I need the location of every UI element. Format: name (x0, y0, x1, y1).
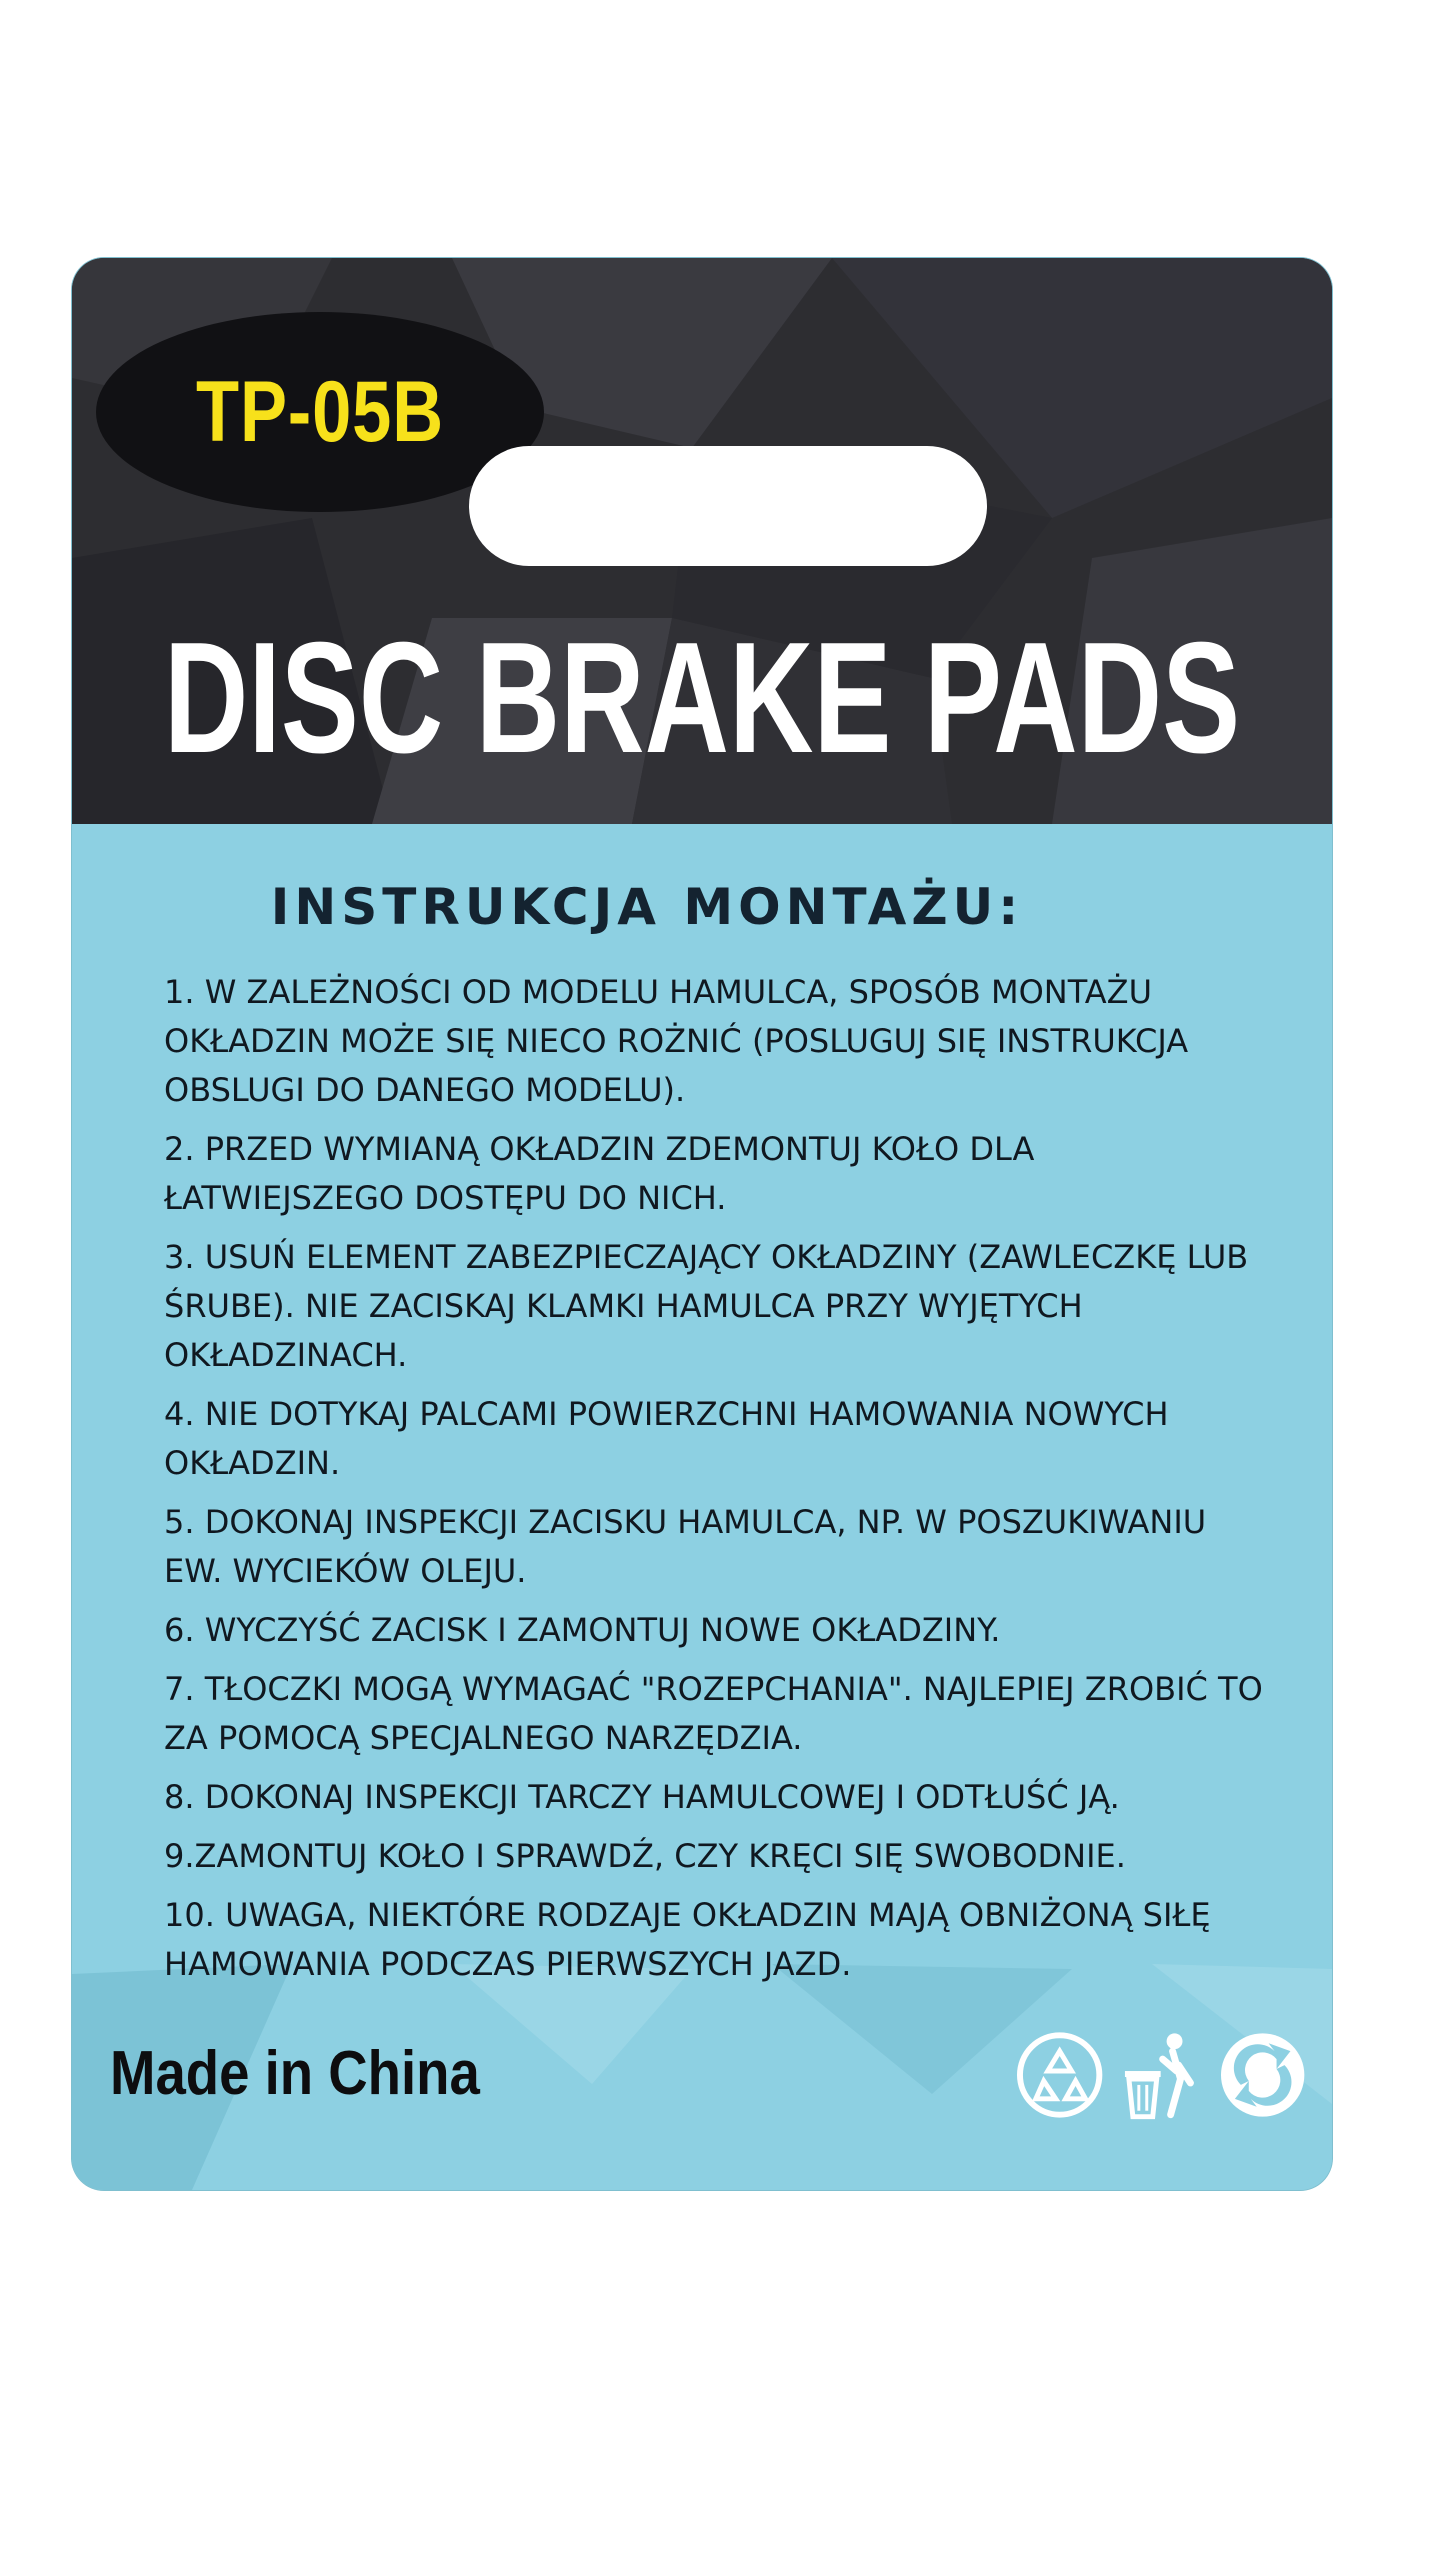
instruction-step: 3. USUŃ ELEMENT ZABEZPIECZAJĄCY OKŁADZINY (ZAWLECZKĘ LUB ŚRUBE). NIE ZACISKAJ KLAMKI HAMULCA PRZY WYJĘTYCH OKŁADZINACH. (164, 1238, 1249, 1374)
instruction-step: 6. WYCZYŚĆ ZACISK I ZAMONTUJ NOWE OKŁADZINY. (164, 1611, 1001, 1649)
card-header-dark (72, 258, 1332, 824)
made-in-label: Made in China (110, 2039, 480, 2108)
instruction-step: 9.ZAMONTUJ KOŁO I SPRAWDŹ, CZY KRĘCI SIĘ SWOBODNIE. (164, 1837, 1126, 1875)
product-title: DISC BRAKE PADS (163, 609, 1241, 786)
instruction-step: 4. NIE DOTYKAJ PALCAMI POWIERZCHNI HAMOWANIA NOWYCH OKŁADZIN. (164, 1395, 1169, 1482)
instruction-step: 5. DOKONAJ INSPEKCJI ZACISKU HAMULCA, NP. W POSZUKIWANIU EW. WYCIEKÓW OLEJU. (164, 1503, 1207, 1590)
green-dot-icon (1219, 2029, 1306, 2121)
instruction-step: 8. DOKONAJ INSPEKCJI TARCZY HAMULCOWEJ I ODTŁUŚĆ JĄ. (164, 1778, 1120, 1816)
blister-card (72, 258, 1332, 2190)
instruction-step: 1. W ZALEŻNOŚCI OD MODELU HAMULCA, SPOSÓB MONTAŻU OKŁADZIN MOŻE SIĘ NIECO ROŻNIĆ (POSLUGUJ SIĘ INSTRUKCJA OBSLUGI DO DANEGO MODELU). (164, 973, 1189, 1109)
model-code: TP-05B (196, 363, 444, 460)
instruction-step: 2. PRZED WYMIANĄ OKŁADZIN ZDEMONTUJ KOŁO DLA ŁATWIEJSZEGO DOSTĘPU DO NICH. (164, 1130, 1035, 1217)
recycle-icon (1016, 2029, 1103, 2121)
instruction-steps (164, 968, 1304, 1999)
instructions-heading: INSTRUKCJA MONTAŻU: (270, 878, 1024, 936)
footer-icons (1016, 2020, 1306, 2130)
hang-hole (469, 446, 987, 566)
instruction-step: 10. UWAGA, NIEKTÓRE RODZAJE OKŁADZIN MAJĄ OBNIŻONĄ SIŁĘ HAMOWANIA PODCZAS PIERWSZYCH JAZD. (164, 1896, 1211, 1983)
tidyman-bin-icon (1117, 2029, 1204, 2121)
instruction-step: 7. TŁOCZKI MOGĄ WYMAGAĆ "ROZEPCHANIA". NAJLEPIEJ ZROBIĆ TO ZA POMOCĄ SPECJALNEGO NARZĘDZIA. (164, 1670, 1263, 1757)
